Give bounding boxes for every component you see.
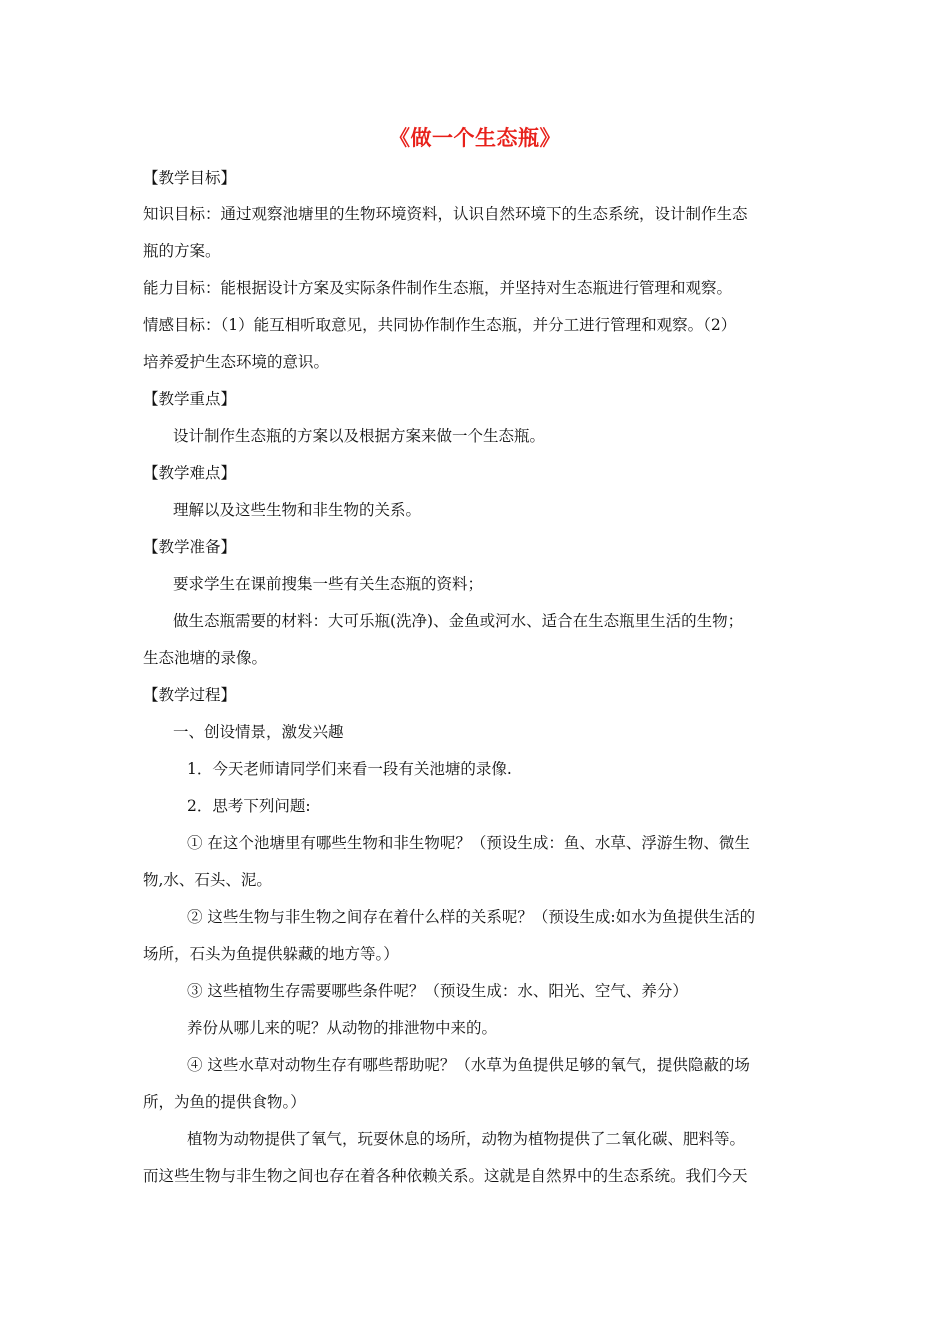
paragraph-line: 物,水、石头、泥。 bbox=[143, 871, 272, 889]
section-heading-preparation: 【教学准备】 bbox=[143, 538, 237, 556]
list-item: 1．今天老师请同学们来看一段有关池塘的录像. bbox=[187, 760, 512, 778]
section-heading-difficulties: 【教学难点】 bbox=[143, 464, 237, 482]
section-heading-objectives: 【教学目标】 bbox=[143, 169, 237, 187]
section-heading-key-points: 【教学重点】 bbox=[143, 390, 237, 408]
paragraph-line: 设计制作生态瓶的方案以及根据方案来做一个生态瓶。 bbox=[173, 427, 546, 445]
paragraph-line: 能力目标：能根据设计方案及实际条件制作生态瓶，并坚持对生态瓶进行管理和观察。 bbox=[143, 279, 733, 297]
paragraph-line: 生态池塘的录像。 bbox=[143, 649, 268, 667]
paragraph-line: 要求学生在课前搜集一些有关生态瓶的资料； bbox=[173, 575, 484, 593]
paragraph-line: 知识目标：通过观察池塘里的生物环境资料，认识自然环境下的生态系统，设计制作生态 bbox=[143, 205, 748, 223]
paragraph-line: 而这些生物与非生物之间也存在着各种依赖关系。这就是自然界中的生态系统。我们今天 bbox=[143, 1167, 748, 1185]
paragraph-line: 场所，石头为鱼提供躲藏的地方等。） bbox=[143, 945, 399, 963]
paragraph-line: 瓶的方案。 bbox=[143, 242, 221, 260]
paragraph-line: 情感目标：（1）能互相听取意见，共同协作制作生态瓶，并分工进行管理和观察。（2） bbox=[143, 316, 737, 334]
list-item: ③ 这些植物生存需要哪些条件呢？（预设生成：水、阳光、空气、养分） bbox=[187, 982, 688, 1000]
paragraph-line: 养份从哪儿来的呢？从动物的排泄物中来的。 bbox=[187, 1019, 498, 1037]
subsection-heading: 一、创设情景，激发兴趣 bbox=[173, 723, 344, 741]
paragraph-line: 做生态瓶需要的材料：大可乐瓶(洗净)、金鱼或河水、适合在生态瓶里生活的生物； bbox=[173, 612, 744, 630]
document-body bbox=[143, 160, 809, 1195]
paragraph-line: 理解以及这些生物和非生物的关系。 bbox=[173, 501, 422, 519]
paragraph-line: 植物为动物提供了氧气，玩耍休息的场所，动物为植物提供了二氧化碳、肥料等。 bbox=[187, 1130, 746, 1148]
list-item: ② 这些生物与非生物之间存在着什么样的关系呢？（预设生成:如水为鱼提供生活的 bbox=[187, 908, 756, 926]
paragraph-line: 培养爱护生态环境的意识。 bbox=[143, 353, 330, 371]
document-title: 《做一个生态瓶》 bbox=[389, 125, 561, 150]
list-item: ④ 这些水草对动物生存有哪些帮助呢？（水草为鱼提供足够的氧气，提供隐蔽的场 bbox=[187, 1056, 750, 1074]
list-item: 2．思考下列问题: bbox=[187, 797, 311, 815]
section-heading-process: 【教学过程】 bbox=[143, 686, 237, 704]
paragraph-line: 所，为鱼的提供食物。） bbox=[143, 1093, 306, 1111]
list-item: ① 在这个池塘里有哪些生物和非生物呢？（预设生成：鱼、水草、浮游生物、微生 bbox=[187, 834, 750, 852]
